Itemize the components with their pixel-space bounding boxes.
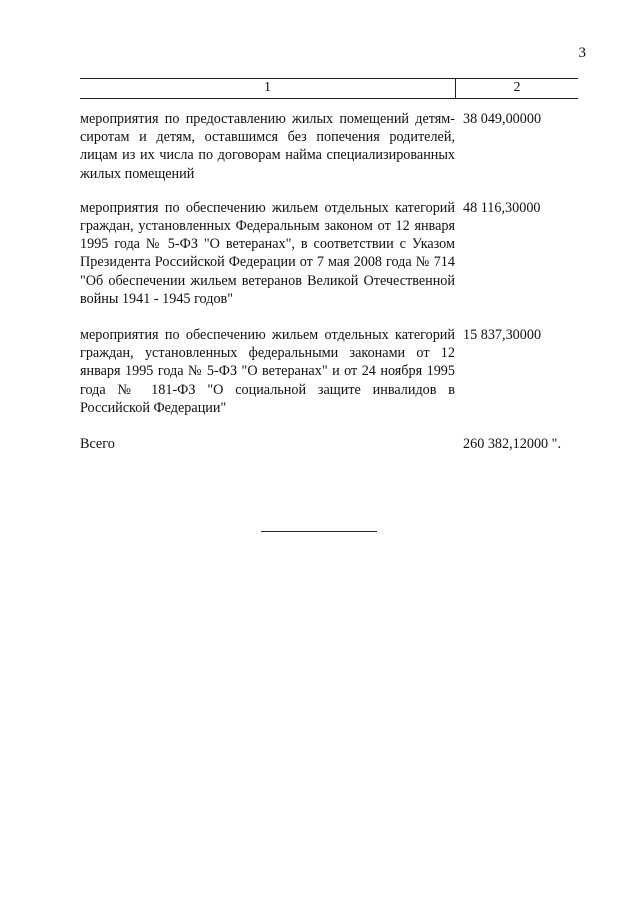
row-description: мероприятия по обеспечению жильем отдельных категорий граждан, установленных федеральными законами от 12 января 1995 года № 5-ФЗ "О ветеранах" и от 24 ноября 1995 года № 181-ФЗ "О социальной защите инвалидов в Российской Федерации" [80,327,455,416]
row-description: мероприятия по обеспечению жильем отдельных категорий граждан, установленных Федеральным законом от 12 января 1995 года № 5-ФЗ "О ветеранах", в соответствии с Указом Президента Российской Федерации от 7 мая 2008 года № 714 "Об обеспечении жильем ветеранов Великой Отечественной войны 1941 - 1945 годов" [80,199,455,307]
column-header-1: 1 [80,79,456,98]
total-row [80,435,578,453]
page-number: 3 [578,45,586,61]
table-row [80,326,578,417]
row-amount: 15 837,30000 [463,327,542,344]
end-of-document-rule [261,531,377,532]
table-row [80,110,578,183]
column-header-2: 2 [513,80,521,95]
total-amount: 260 382,12000 ". [463,436,562,453]
row-amount: 38 049,00000 [463,111,542,127]
expenditure-table [80,78,578,453]
table-row [80,199,578,308]
row-description: мероприятия по предоставлению жилых помещений детям-сиротам и детям, оставшимся без попечения родителей, лицам из их числа по договорам найма специализированных жилых помещений [80,111,455,182]
table-header-row [80,78,578,99]
row-amount: 48 116,30000 [463,199,541,216]
total-label: Всего [80,436,115,453]
